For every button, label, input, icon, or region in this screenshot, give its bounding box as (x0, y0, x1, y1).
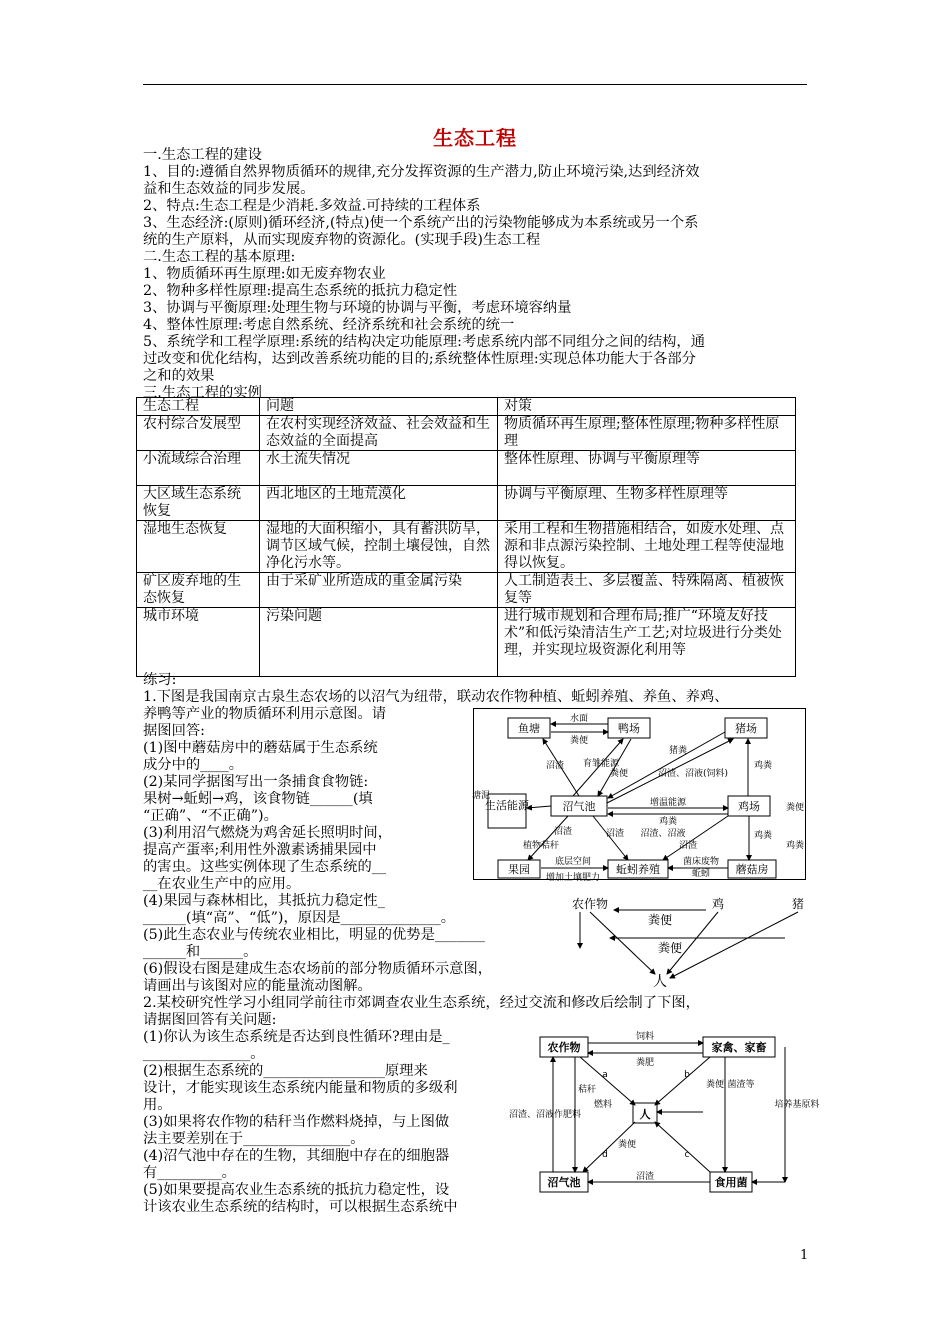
header-rule (143, 84, 807, 85)
svg-text:生活能源: 生活能源 (485, 799, 529, 812)
practice-line: 2.某校研究性学习小组同学前往市郊调查农业生态系统，经过交流和修改后绘制了下图， (143, 995, 700, 1011)
table-cell: 采用工程和生物措施相结合，如废水处理、点源和非点源污染控制、土地处理工程等使湿地得以恢复。 (498, 521, 796, 573)
table-cell: 水土流失情况 (260, 451, 498, 486)
practice-line: 成分中的____。 (143, 757, 244, 773)
svg-text:植物秸秆: 植物秸秆 (522, 841, 560, 851)
svg-text:增温能源: 增温能源 (649, 798, 687, 808)
text-line: 4、整体性原理:考虑自然系统、经济系统和社会系统的统一 (143, 317, 515, 333)
practice-line: 的害虫。这些实例体现了生态系统的__ (143, 859, 387, 875)
svg-text:燃料: 燃料 (593, 1100, 613, 1110)
svg-text:猪粪: 猪粪 (668, 746, 688, 756)
svg-text:鱼塘: 鱼塘 (518, 722, 540, 735)
svg-text:鸡粪: 鸡粪 (785, 841, 805, 851)
table-cell: 大区域生态系统恢复 (137, 486, 260, 521)
svg-text:沼气池: 沼气池 (562, 800, 596, 813)
svg-text:沼气池: 沼气池 (547, 1176, 581, 1189)
svg-text:蚯蚓养殖: 蚯蚓养殖 (616, 863, 660, 876)
table-cell: 农村综合发展型 (137, 416, 260, 451)
practice-line: “正确”、“不正确”)。 (143, 808, 278, 824)
practice-line: (5)如果要提高农业生态系统的抵抗力稳定性，设 (143, 1182, 450, 1198)
practice-line: (4)沼气池中存在的生物，其细胞中存在的细胞器 (143, 1148, 450, 1164)
text-line: 统的生产原料，从而实现废弃物的资源化。(实现手段)生态工程 (143, 232, 541, 248)
eco-farm-diagram (471, 708, 806, 883)
svg-text:菌床废物: 菌床废物 (682, 857, 720, 867)
header-cell: 对策 (498, 398, 796, 416)
svg-text:食用菌: 食用菌 (714, 1176, 748, 1189)
svg-text:蘑菇房: 蘑菇房 (735, 863, 769, 876)
svg-text:鸡粪: 鸡粪 (658, 817, 678, 827)
practice-line: ______(填“高”、“低”)，原因是______________。 (143, 910, 456, 926)
svg-text:鸡粪: 鸡粪 (753, 831, 773, 841)
practice-line: (3)如果将农作物的秸秆当作燃料烧掉，与上图做 (143, 1114, 450, 1130)
table-cell: 物质循环再生原理;整体性原理;物种多样性原理 (498, 416, 796, 451)
svg-text:塘泥: 塘泥 (471, 791, 491, 801)
practice-line: (1)你认为该生态系统是否达到良性循环?理由是_ (143, 1029, 450, 1045)
agri-ecosystem-diagram (508, 1027, 820, 1197)
practice-line: 1.下图是我国南京古泉生态农场的以沼气为纽带，联动农作物种植、蚯蚓养殖、养鱼、养鸡、 (143, 689, 729, 705)
table-cell: 城市环境 (137, 608, 260, 677)
svg-text:粪便: 粪便 (657, 941, 683, 955)
svg-text:沼渣: 沼渣 (605, 829, 625, 839)
page-title: 生态工程 (433, 126, 517, 150)
svg-text:鸡粪: 鸡粪 (753, 761, 773, 771)
svg-text:人: 人 (653, 974, 667, 990)
svg-text:a: a (602, 1070, 608, 1080)
svg-text:秸秆: 秸秆 (577, 1085, 597, 1095)
table-cell: 整体性原理、协调与平衡原理等 (498, 451, 796, 486)
practice-line: _______________。 (143, 1046, 265, 1062)
text-line: 二.生态工程的基本原理: (143, 249, 296, 265)
svg-text:粪便: 粪便 (705, 1080, 725, 1090)
table-cell: 矿区废弃地的生态恢复 (137, 573, 260, 608)
svg-text:粪便: 粪便 (569, 736, 589, 746)
svg-text:沼渣、沼液: 沼渣、沼液 (640, 829, 686, 839)
svg-text:粪便: 粪便 (609, 769, 629, 779)
practice-line: 请据图回答有关问题: (143, 1012, 277, 1028)
table-row (137, 416, 796, 451)
text-line: 之和的效果 (143, 368, 215, 384)
svg-text:饲料: 饲料 (635, 1032, 655, 1042)
text-line: 5、系统学和工程学原理:系统的结构决定功能原理:考虑系统内部不同组分之间的结构，通 (143, 334, 706, 350)
svg-text:鸡: 鸡 (711, 897, 725, 911)
table-cell: 协调与平衡原理、生物多样性原理等 (498, 486, 796, 521)
text-line: 1、目的:遵循自然界物质循环的规律,充分发挥资源的生产潜力,防止环境污染,达到经济效 (143, 164, 700, 180)
svg-text:粪肥: 粪肥 (635, 1058, 655, 1068)
practice-line: 养鸭等产业的物质循环利用示意图。请 (143, 706, 387, 722)
table-cell: 湿地生态恢复 (137, 521, 260, 573)
text-line: 2、物种多样性原理:提高生态系统的抵抗力稳定性 (143, 283, 458, 299)
svg-text:底层空间: 底层空间 (554, 857, 592, 867)
practice-line: 据图回答: (143, 723, 206, 739)
practice-line: 练习: (143, 672, 177, 688)
svg-text:鸭场: 鸭场 (618, 722, 640, 735)
table-row (137, 521, 796, 573)
table-cell: 人工制造表土、多层覆盖、特殊隔离、植被恢复等 (498, 573, 796, 608)
svg-text:沼渣、沼液作肥料: 沼渣、沼液作肥料 (508, 1110, 582, 1120)
practice-line: __在农业生产中的应用。 (143, 876, 301, 892)
practice-line: 有_________。 (143, 1165, 236, 1181)
svg-text:粪便: 粪便 (617, 1140, 637, 1150)
table-header-row (137, 398, 796, 416)
svg-text:人: 人 (639, 1108, 651, 1121)
practice-line: 法主要差别在于_______________。 (143, 1131, 365, 1147)
practice-line: (6)假设右图是建成生态农场前的部分物质循环示意图， (143, 961, 493, 977)
table-cell: 进行城市规划和合理布局;推广“环境友好技术”和低污染清洁生产工艺;对垃圾进行分类处理，并实现垃圾资源化利用等 (498, 608, 796, 677)
text-line: 益和生态效益的同步发展。 (143, 181, 315, 197)
svg-text:猪场: 猪场 (735, 722, 757, 735)
table-cell: 湿地的大面积缩小，具有蓄洪防旱，调节区域气候，控制土壤侵蚀，自然净化污水等。 (260, 521, 498, 573)
table-cell: 污染问题 (260, 608, 498, 677)
svg-text:农作物: 农作物 (547, 1041, 581, 1054)
svg-text:增加土壤肥力: 增加土壤肥力 (545, 873, 601, 883)
practice-line: 设计，才能实现该生态系统内能量和物质的多级利 (143, 1080, 458, 1096)
practice-line: ______和______。 (143, 944, 258, 960)
header-cell: 问题 (260, 398, 498, 416)
svg-text:d: d (602, 1150, 608, 1160)
svg-text:沼渣: 沼渣 (545, 761, 565, 771)
svg-text:育雏能源: 育雏能源 (582, 759, 620, 769)
svg-text:农作物: 农作物 (571, 897, 609, 911)
svg-text:c: c (684, 1150, 690, 1160)
text-line: 1、物质循环再生原理:如无废弃物农业 (143, 266, 386, 282)
svg-text:粪便: 粪便 (785, 803, 805, 813)
svg-text:b: b (684, 1070, 690, 1080)
table-row (137, 573, 796, 608)
text-line: 过改变和优化结构，达到改善系统功能的目的;系统整体性原理:实现总体功能大于各部分 (143, 351, 696, 367)
text-line: 3、协调与平衡原理:处理生物与环境的协调与平衡，考虑环境容纳量 (143, 300, 572, 316)
pre-farm-cycle-diagram (570, 898, 810, 988)
table-cell: 西北地区的土地荒漠化 (260, 486, 498, 521)
page-number: 1 (800, 1248, 809, 1263)
text-line: 3、生态经济:(原则)循环经济,(特点)使一个系统产出的污染物能够成为本系统或另一个系 (143, 215, 699, 231)
table-row (137, 451, 796, 486)
text-line: 2、特点:生态工程是少消耗.多效益.可持续的工程体系 (143, 198, 481, 214)
table-row (137, 486, 796, 521)
svg-text:沼渣: 沼渣 (553, 827, 573, 837)
svg-text:培养基原料: 培养基原料 (774, 1100, 820, 1110)
svg-text:沼渣: 沼渣 (635, 1172, 655, 1182)
practice-line: (1)图中蘑菇房中的蘑菇属于生态系统 (143, 740, 378, 756)
practice-line: (4)果园与森林相比，其抵抗力稳定性_ (143, 893, 385, 909)
practice-line: (2)根据生态系统的_________________原理来 (143, 1063, 428, 1079)
examples-table (136, 397, 796, 677)
practice-line: (2)某同学据图写出一条捕食食物链: (143, 774, 369, 790)
practice-line: 计该农业生态系统的结构时，可以根据生态系统中 (143, 1199, 458, 1215)
header-cell: 生态工程 (137, 398, 260, 416)
svg-text:菌渣等: 菌渣等 (727, 1080, 755, 1090)
practice-line: 果树→蚯蚓→鸡，该食物链______(填 (143, 791, 373, 807)
svg-text:粪便: 粪便 (647, 913, 673, 927)
practice-line: 请画出与该图对应的能量流动图解。 (143, 978, 372, 994)
practice-line: (3)利用沼气燃烧为鸡舍延长照明时间， (143, 825, 392, 841)
text-line: 一.生态工程的建设 (143, 147, 262, 163)
practice-line: 用。 (143, 1097, 172, 1113)
table-row (137, 608, 796, 677)
practice-line: (5)此生态农业与传统农业相比，明显的优势是_______ (143, 927, 485, 943)
svg-text:水面: 水面 (569, 714, 589, 724)
svg-text:蚯蚓: 蚯蚓 (691, 869, 711, 879)
svg-text:果园: 果园 (508, 863, 530, 876)
practice-line: 提高产蛋率;利用性外激素诱捕果园中 (143, 842, 377, 858)
table-cell: 小流域综合治理 (137, 451, 260, 486)
svg-text:家禽、家畜: 家禽、家畜 (711, 1041, 767, 1054)
svg-text:猪: 猪 (791, 897, 805, 911)
table-cell: 由于采矿业所造成的重金属污染 (260, 573, 498, 608)
svg-text:鸡场: 鸡场 (738, 800, 760, 813)
text-line: 三.生态工程的实例 (143, 385, 262, 401)
table-cell: 在农村实现经济效益、社会效益和生态效益的全面提高 (260, 416, 498, 451)
svg-text:沼渣: 沼渣 (678, 841, 698, 851)
svg-text:沼渣、沼液(饲料): 沼渣、沼液(饲料) (657, 769, 729, 779)
